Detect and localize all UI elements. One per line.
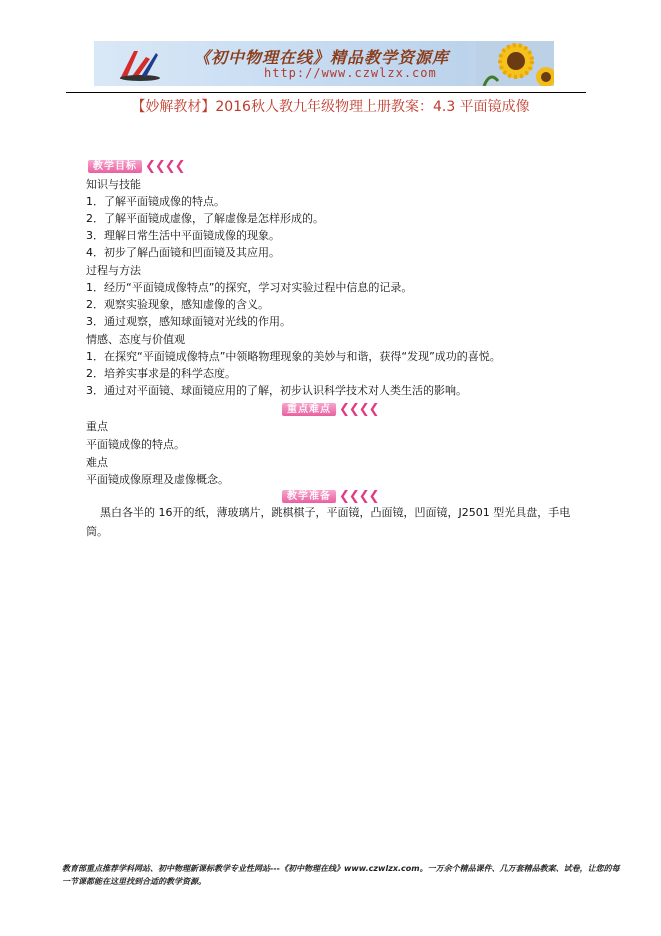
preparation-paragraph xyxy=(86,503,586,541)
banner-title: 《初中物理在线》精品教学资源库 xyxy=(194,48,450,67)
difficulty-text: 平面镜成像原理及虚像概念。 xyxy=(86,473,229,486)
list-item: 1．在探究“平面镜成像特点”中领略物理现象的美妙与和谐，获得“发现”成功的喜悦。 xyxy=(86,350,501,363)
list-item: 1．经历“平面镜成像特点”的探究，学习对实验过程中信息的记录。 xyxy=(86,281,413,294)
list-item: 3．通过对平面镜、球面镜应用的了解，初步认识科学技术对人类生活的影响。 xyxy=(86,384,467,397)
section-tag-label: 重点难点 xyxy=(282,403,336,416)
chevrons-icon: ❮❮❮❮ xyxy=(145,158,185,174)
document-title: 【妙解教材】2016秋人教九年级物理上册教案：4.3 平面镜成像 xyxy=(131,99,530,115)
list-item: 1．了解平面镜成像的特点。 xyxy=(86,195,225,208)
sunflower-icon xyxy=(476,41,554,86)
section-tag-label: 教学目标 xyxy=(88,160,142,173)
heading-knowledge: 知识与技能 xyxy=(86,178,141,191)
page-footer: 教育部重点推荐学科网站、初中物理新课标教学专业性网站---《初中物理在线》www.czwlzx.com。一万余个精品课件、几万套精品教案、试卷，让您的每一节课都能在这里找到合适的教学资源。 xyxy=(62,864,620,886)
chevrons-icon: ❮❮❮❮ xyxy=(339,488,379,504)
section-tag-keypoints xyxy=(282,402,379,416)
heading-key: 重点 xyxy=(86,420,108,433)
list-item: 3．理解日常生活中平面镜成像的现象。 xyxy=(86,229,280,242)
banner-url[interactable]: http://www.czwlzx.com xyxy=(264,66,437,80)
heading-process: 过程与方法 xyxy=(86,264,141,277)
header-divider xyxy=(66,92,586,93)
preparation-text: 黑白各半的 16开的纸，薄玻璃片，跳棋棋子，平面镜，凸面镜，凹面镜，J2501 型光具盘，手电筒。 xyxy=(86,506,571,538)
list-item: 2．观察实验现象，感知虚像的含义。 xyxy=(86,298,269,311)
list-item: 3．通过观察，感知球面镜对光线的作用。 xyxy=(86,315,291,328)
list-item: 2．了解平面镜成虚像，了解虚像是怎样形成的。 xyxy=(86,212,324,225)
list-item: 4．初步了解凸面镜和凹面镜及其应用。 xyxy=(86,246,280,259)
section-tag-objectives xyxy=(88,159,185,173)
section-tag-label: 教学准备 xyxy=(282,490,336,503)
key-text: 平面镜成像的特点。 xyxy=(86,438,185,451)
chevrons-icon: ❮❮❮❮ xyxy=(339,401,379,417)
heading-values: 情感、态度与价值观 xyxy=(86,333,185,346)
heading-difficulty: 难点 xyxy=(86,456,108,469)
section-tag-preparation xyxy=(282,489,379,503)
list-item: 2．培养实事求是的科学态度。 xyxy=(86,367,236,380)
site-logo-icon xyxy=(116,45,160,82)
header-banner xyxy=(94,41,554,86)
